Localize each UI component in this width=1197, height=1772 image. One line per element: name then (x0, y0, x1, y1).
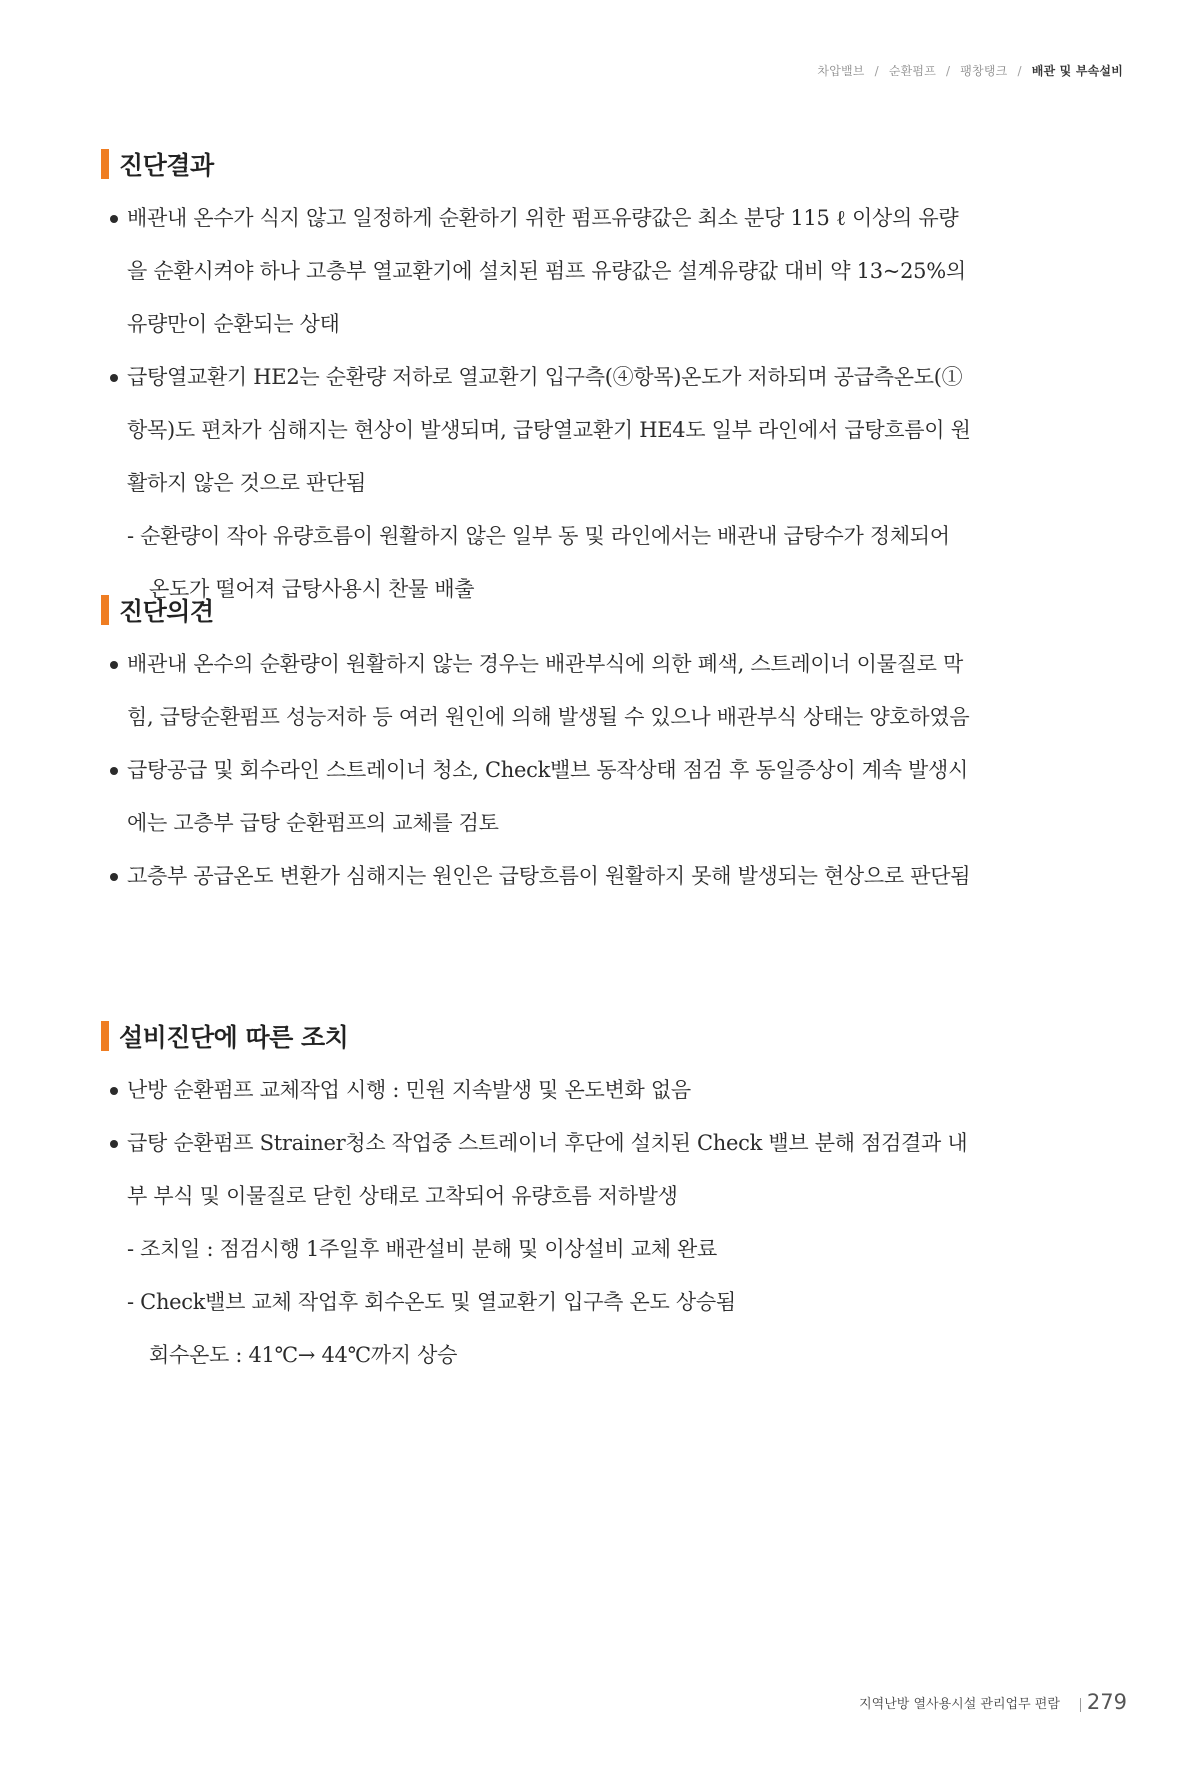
book-title: 지역난방 열사용시설 관리업무 편람 (859, 1696, 1060, 1712)
bullet-line: 급탕 순환펌프 Strainer청소 작업중 스트레이너 후단에 설치된 Check 밸브 분해 점검결과 내 (101, 1117, 1127, 1170)
dash-line: - 순환량이 작아 유량흐름이 원활하지 않은 일부 동 및 라인에서는 배관내 급탕수가 정체되어 (127, 524, 950, 548)
title-accent-bar (101, 149, 109, 179)
section-title (101, 1018, 1127, 1054)
breadcrumb-separator: / (1017, 64, 1022, 78)
breadcrumb-item: 순환펌프 (888, 64, 937, 78)
page-footer (859, 1690, 1127, 1714)
continuation-line: 부 부식 및 이물질로 닫힌 상태로 고착되어 유량흐름 저하발생 (127, 1184, 678, 1208)
breadcrumb-item: 차압밸브 (817, 64, 865, 78)
bullet-line: 난방 순환펌프 교체작업 시행 : 민원 지속발생 및 온도변화 없음 (101, 1064, 1127, 1117)
bullet-line: 배관내 온수가 식지 않고 일정하게 순환하기 위한 펌프유량값은 최소 분당 115 ℓ 이상의 유량 (101, 192, 1127, 245)
bullet-line: 고층부 공급온도 변환가 심해지는 원인은 급탕흐름이 원활하지 못해 발생되는 현상으로 판단됨 (101, 850, 1127, 903)
continuation-line: 활하지 않은 것으로 판단됨 (127, 471, 366, 495)
section-title-text: 진단결과 (119, 151, 214, 180)
breadcrumb (817, 62, 1123, 79)
section-diagnosis-result (101, 146, 1127, 616)
bullet-line: 급탕공급 및 회수라인 스트레이너 청소, Check밸브 동작상태 점검 후 동일증상이 계속 발생시 (101, 744, 1127, 797)
continuation-line: 에는 고층부 급탕 순환펌프의 교체를 검토 (127, 811, 499, 835)
dash-line: - Check밸브 교체 작업후 회수온도 및 열교환기 입구측 온도 상승됨 (127, 1290, 736, 1314)
bullet-line: 급탕열교환기 HE2는 순환량 저하로 열교환기 입구측(④항목)온도가 저하되며 공급측온도(① (101, 351, 1127, 404)
continuation-line: 힘, 급탕순환펌프 성능저하 등 여러 원인에 의해 발생될 수 있으나 배관부식 상태는 양호하였음 (127, 705, 970, 729)
bullet-line: 배관내 온수의 순환량이 원활하지 않는 경우는 배관부식에 의한 폐색, 스트레이너 이물질로 막 (101, 638, 1127, 691)
dash-continuation-line: 회수온도 : 41℃→ 44℃까지 상승 (149, 1343, 458, 1367)
continuation-line: 유량만이 순환되는 상태 (127, 312, 340, 336)
section-title-text: 진단의견 (119, 597, 214, 626)
section-title-text: 설비진단에 따른 조치 (119, 1023, 349, 1052)
dash-continuation-line: 온도가 떨어져 급탕사용시 찬물 배출 (149, 577, 475, 601)
breadcrumb-separator: / (874, 64, 879, 78)
breadcrumb-item: 팽창탱크 (960, 64, 1008, 78)
section-title (101, 592, 1127, 628)
breadcrumb-current: 배관 및 부속설비 (1031, 64, 1123, 78)
section-action-taken (101, 1018, 1127, 1382)
section-diagnosis-opinion (101, 592, 1127, 903)
page-number: 279 (1086, 1690, 1127, 1714)
title-accent-bar (101, 595, 109, 625)
continuation-line: 항목)도 편차가 심해지는 현상이 발생되며, 급탕열교환기 HE4도 일부 라인에서 급탕흐름이 원 (127, 418, 971, 442)
breadcrumb-separator: / (946, 64, 951, 78)
footer-divider (1080, 1698, 1081, 1712)
dash-line: - 조치일 : 점검시행 1주일후 배관설비 분해 및 이상설비 교체 완료 (127, 1237, 718, 1261)
title-accent-bar (101, 1021, 109, 1051)
section-title (101, 146, 1127, 182)
continuation-line: 을 순환시켜야 하나 고층부 열교환기에 설치된 펌프 유량값은 설계유량값 대비 약 13~25%의 (127, 259, 966, 283)
